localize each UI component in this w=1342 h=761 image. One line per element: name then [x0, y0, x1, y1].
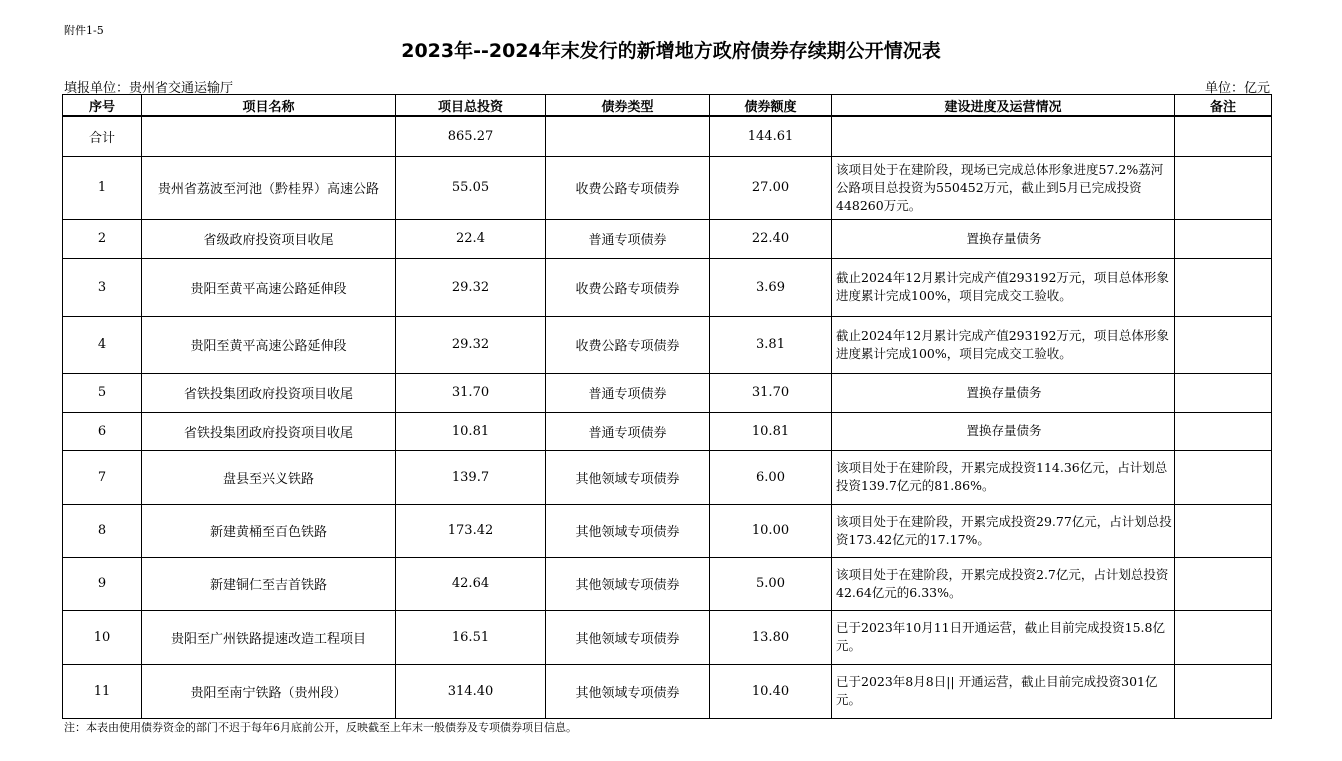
row-name: 贵州省荔波至河池（黔桂界）高速公路: [142, 156, 396, 219]
row-type: 其他领域专项债券: [546, 557, 710, 610]
row-investment: 16.51: [396, 610, 546, 664]
table-row: [63, 219, 1272, 258]
table-row: [63, 557, 1272, 610]
row-type: 收费公路专项债券: [546, 156, 710, 219]
row-remark: [1175, 557, 1272, 610]
row-type: 收费公路专项债券: [546, 258, 710, 316]
row-name: 盘县至兴义铁路: [142, 450, 396, 504]
row-investment: 42.64: [396, 557, 546, 610]
table-row: [63, 156, 1272, 219]
table-row: [63, 610, 1272, 664]
row-progress: 该项目处于在建阶段，开累完成投资114.36亿元，占计划总投资139.7亿元的81.86%。: [832, 450, 1175, 504]
table-row: [63, 258, 1272, 316]
row-amount: 6.00: [710, 450, 832, 504]
total-label: 合计: [63, 116, 142, 156]
row-no: 9: [63, 557, 142, 610]
row-investment: 314.40: [396, 664, 546, 718]
table-row: [63, 664, 1272, 718]
row-investment: 55.05: [396, 156, 546, 219]
row-progress: 已于2023年8月8日|| 开通运营，截止目前完成投资301亿元。: [832, 664, 1175, 718]
table-row: [63, 316, 1272, 373]
row-no: 7: [63, 450, 142, 504]
column-header-type: 债券类型: [546, 95, 710, 117]
row-amount: 10.81: [710, 412, 832, 450]
row-progress: 置换存量债务: [832, 373, 1175, 412]
row-type: 其他领域专项债券: [546, 664, 710, 718]
row-remark: [1175, 610, 1272, 664]
row-investment: 29.32: [396, 316, 546, 373]
column-header-amount: 债券额度: [710, 95, 832, 117]
row-remark: [1175, 412, 1272, 450]
row-no: 4: [63, 316, 142, 373]
row-investment: 173.42: [396, 504, 546, 557]
row-amount: 3.81: [710, 316, 832, 373]
table-row: [63, 412, 1272, 450]
row-progress: 置换存量债务: [832, 219, 1175, 258]
total-type: [546, 116, 710, 156]
row-investment: 31.70: [396, 373, 546, 412]
row-investment: 139.7: [396, 450, 546, 504]
page-title: 2023年--2024年末发行的新增地方政府债券存续期公开情况表: [401, 40, 941, 62]
row-type: 普通专项债券: [546, 412, 710, 450]
row-no: 8: [63, 504, 142, 557]
column-header-investment: 项目总投资: [396, 95, 546, 117]
row-progress: 置换存量债务: [832, 412, 1175, 450]
row-amount: 10.00: [710, 504, 832, 557]
row-no: 1: [63, 156, 142, 219]
column-header-progress: 建设进度及运营情况: [832, 95, 1175, 117]
row-remark: [1175, 156, 1272, 219]
row-type: 收费公路专项债券: [546, 316, 710, 373]
column-header-remark: 备注: [1175, 95, 1272, 117]
total-row: [63, 116, 1272, 156]
total-amount: 144.61: [710, 116, 832, 156]
row-remark: [1175, 450, 1272, 504]
row-name: 贵阳至广州铁路提速改造工程项目: [142, 610, 396, 664]
row-remark: [1175, 664, 1272, 718]
row-no: 11: [63, 664, 142, 718]
currency-unit: 单位：亿元: [1204, 81, 1270, 96]
row-name: 省级政府投资项目收尾: [142, 219, 396, 258]
row-amount: 13.80: [710, 610, 832, 664]
row-amount: 10.40: [710, 664, 832, 718]
total-investment: 865.27: [396, 116, 546, 156]
table-row: [63, 373, 1272, 412]
row-progress: 截止2024年12月累计完成产值293192万元，项目总体形象进度累计完成100%，项目完成交工验收。: [832, 316, 1175, 373]
row-no: 2: [63, 219, 142, 258]
row-type: 其他领域专项债券: [546, 450, 710, 504]
row-type: 其他领域专项债券: [546, 504, 710, 557]
row-investment: 29.32: [396, 258, 546, 316]
row-no: 5: [63, 373, 142, 412]
bond-table: [62, 94, 1272, 719]
column-header-no: 序号: [63, 95, 142, 117]
total-name: [142, 116, 396, 156]
row-name: 贵阳至黄平高速公路延伸段: [142, 316, 396, 373]
row-investment: 22.4: [396, 219, 546, 258]
row-investment: 10.81: [396, 412, 546, 450]
row-amount: 3.69: [710, 258, 832, 316]
row-name: 省铁投集团政府投资项目收尾: [142, 412, 396, 450]
table-row: [63, 450, 1272, 504]
row-no: 3: [63, 258, 142, 316]
row-remark: [1175, 316, 1272, 373]
row-type: 普通专项债券: [546, 219, 710, 258]
row-name: 贵阳至黄平高速公路延伸段: [142, 258, 396, 316]
row-remark: [1175, 504, 1272, 557]
row-name: 新建铜仁至吉首铁路: [142, 557, 396, 610]
row-progress: 已于2023年10月11日开通运营，截止目前完成投资15.8亿元。: [832, 610, 1175, 664]
table-row: [63, 504, 1272, 557]
total-progress: [832, 116, 1175, 156]
row-amount: 27.00: [710, 156, 832, 219]
row-no: 6: [63, 412, 142, 450]
total-remark: [1175, 116, 1272, 156]
row-progress: 该项目处于在建阶段，开累完成投资29.77亿元，占计划总投资173.42亿元的17.17%。: [832, 504, 1175, 557]
row-type: 其他领域专项债券: [546, 610, 710, 664]
row-progress: 该项目处于在建阶段，现场已完成总体形象进度57.2%荔河公路项目总投资为550452万元，截止到5月已完成投资448260万元。: [832, 156, 1175, 219]
row-name: 新建黄桶至百色铁路: [142, 504, 396, 557]
row-no: 10: [63, 610, 142, 664]
row-name: 贵阳至南宁铁路（贵州段）: [142, 664, 396, 718]
row-remark: [1175, 219, 1272, 258]
column-header-name: 项目名称: [142, 95, 396, 117]
row-progress: 截止2024年12月累计完成产值293192万元，项目总体形象进度累计完成100%，项目完成交工验收。: [832, 258, 1175, 316]
reporting-unit: 填报单位：贵州省交通运输厅: [64, 81, 234, 96]
row-amount: 31.70: [710, 373, 832, 412]
row-name: 省铁投集团政府投资项目收尾: [142, 373, 396, 412]
footnote: 注：本表由使用债券资金的部门不迟于每年6月底前公开，反映截至上年末一般债券及专项债券项目信息。: [64, 721, 577, 734]
row-remark: [1175, 258, 1272, 316]
row-type: 普通专项债券: [546, 373, 710, 412]
attachment-label: 附件1-5: [64, 24, 104, 37]
header-row: [63, 95, 1272, 117]
row-progress: 该项目处于在建阶段，开累完成投资2.7亿元，占计划总投资42.64亿元的6.33%。: [832, 557, 1175, 610]
row-amount: 5.00: [710, 557, 832, 610]
row-amount: 22.40: [710, 219, 832, 258]
row-remark: [1175, 373, 1272, 412]
